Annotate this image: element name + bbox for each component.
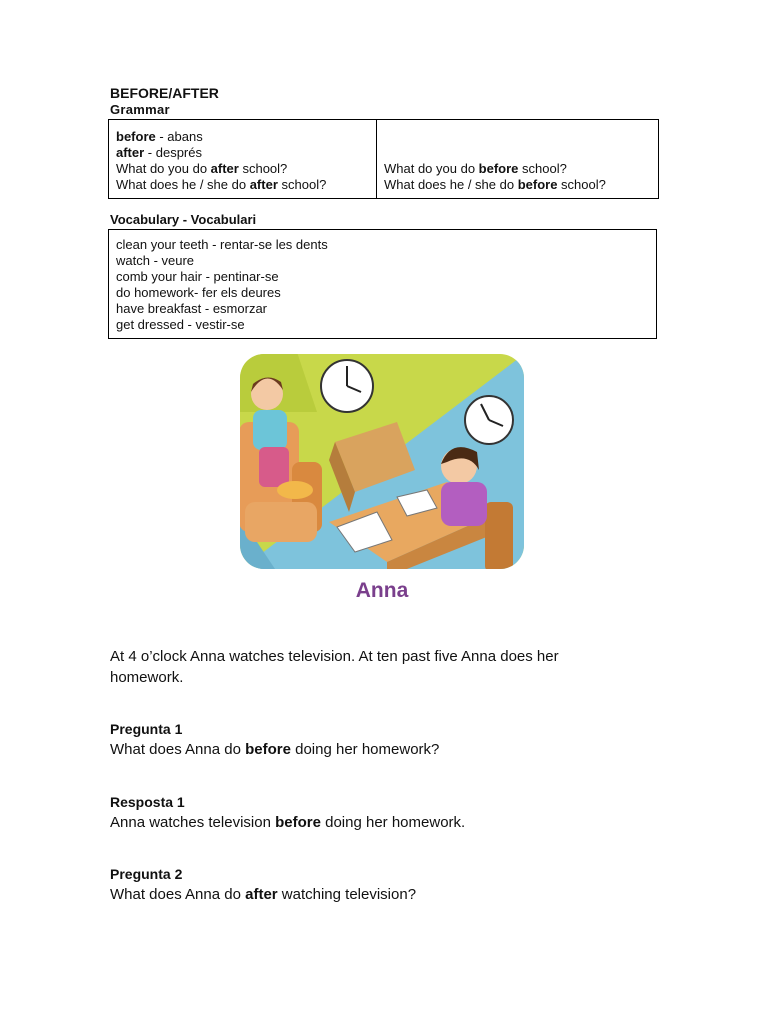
grammar-cell-before: [377, 120, 659, 199]
grammar-line: What do you do after school?: [116, 161, 288, 176]
vocab-item: comb your hair - pentinar-se: [116, 269, 279, 284]
chair: [485, 502, 513, 572]
answer-1-label: Resposta 1: [110, 794, 185, 810]
question-2-label: Pregunta 2: [110, 866, 183, 882]
section-title-vocabulary: Vocabulary - Vocabulari: [110, 212, 257, 227]
vocab-item: watch - veure: [116, 253, 195, 268]
page-title: BEFORE/AFTER: [110, 85, 219, 101]
vocab-item: have breakfast - esmorzar: [116, 301, 268, 316]
clock-icon: [321, 360, 373, 412]
anna-illustration: [237, 352, 527, 602]
vocab-item: get dressed - vestir-se: [116, 317, 245, 332]
grammar-line: What does he / she do after school?: [116, 177, 327, 192]
grammar-cell-after: [109, 120, 377, 199]
question-1-label: Pregunta 1: [110, 721, 183, 737]
question-2-text: What does Anna do after watching television?: [110, 886, 417, 903]
grammar-line: What do you do before school?: [384, 161, 567, 176]
paragraph-line: At 4 o’clock Anna watches television. At ten past five Anna does her: [110, 648, 559, 665]
vocab-item: do homework- fer els deures: [116, 285, 281, 300]
story-paragraph: [110, 646, 670, 688]
grammar-table: [108, 119, 659, 199]
vocab-item: clean your teeth - rentar-se les dents: [116, 237, 328, 252]
vocabulary-box: [108, 229, 657, 339]
question-1-text: What does Anna do before doing her homework?: [110, 741, 440, 758]
grammar-line: after - després: [116, 145, 202, 160]
scene: [237, 352, 527, 577]
answer-1-text: Anna watches television before doing her homework.: [110, 814, 466, 831]
grammar-line: What does he / she do before school?: [384, 177, 606, 192]
clock-icon: [465, 396, 513, 444]
paragraph-line: homework.: [110, 669, 184, 686]
grammar-line: before - abans: [116, 129, 203, 144]
section-title-grammar: Grammar: [110, 102, 170, 117]
illustration-caption: Anna: [355, 579, 409, 602]
